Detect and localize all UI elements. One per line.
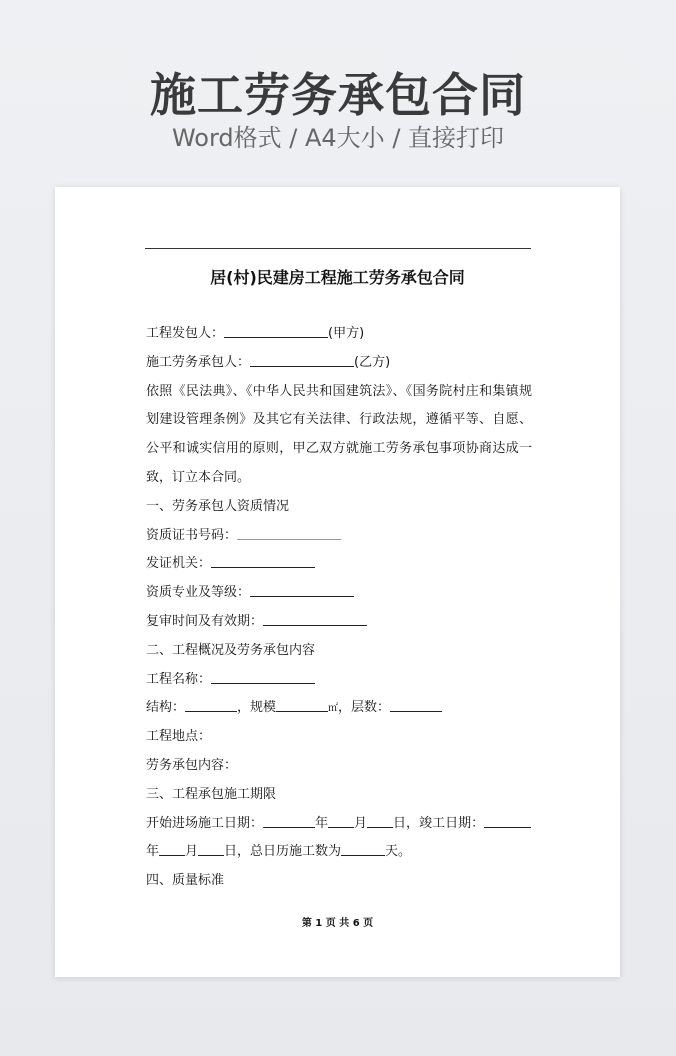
- scale-label: ，规模: [237, 700, 277, 716]
- contractor-blank: [250, 352, 354, 367]
- total-days-label: 日，总日历施工数为: [224, 844, 342, 860]
- document-page: [55, 187, 620, 977]
- review-label: 复审时间及有效期：: [146, 613, 264, 629]
- scale-blank: [276, 697, 328, 712]
- preamble-paragraph: 依照《民法典》、《中华人民共和国建筑法》、《国务院村庄和集镇规划建设管理条例》及其它有关法律、行政法规，遵循平等、自愿、公平和诚实信用的原则，甲乙双方就施工劳务承包事项协商达成一致，订立本合同。: [146, 383, 532, 485]
- contractor-line: [146, 349, 532, 378]
- completion-day-blank: [198, 841, 224, 856]
- section2-heading: 二、工程概况及劳务承包内容: [146, 642, 316, 658]
- cert-no-blank: [237, 525, 341, 540]
- start-month-blank: [328, 813, 354, 828]
- structure-blank: [185, 697, 237, 712]
- grade-line: [146, 579, 532, 608]
- employer-label: 工程发包人：: [146, 326, 225, 341]
- document-title: 居(村)民建房工程施工劳务承包合同: [210, 268, 465, 287]
- review-line: [146, 608, 532, 637]
- section1-heading: 一、劳务承包人资质情况: [146, 498, 290, 514]
- header-rule: [145, 248, 531, 249]
- grade-label: 资质专业及等级：: [146, 585, 251, 601]
- contractor-label: 施工劳务承包人：: [146, 354, 251, 370]
- document-body: [146, 320, 532, 896]
- completion-month-blank: [159, 841, 185, 856]
- completion-year-label: 年: [146, 844, 160, 860]
- start-year-label: 年: [315, 815, 329, 831]
- issuer-blank: [211, 553, 315, 568]
- days-unit: 天。: [385, 844, 412, 860]
- start-label: 开始进场施工日期：: [146, 815, 264, 831]
- completion-year-blank: [484, 813, 531, 828]
- completion-label: 竣工日期：: [419, 815, 485, 831]
- total-days-blank: [341, 841, 385, 856]
- banner-title: 施工劳务承包合同: [150, 68, 526, 122]
- section3-heading: 三、工程承包施工期限: [146, 786, 277, 802]
- scope-line: 劳务承包内容：: [146, 757, 238, 773]
- grade-blank: [250, 582, 354, 597]
- issuer-line: [146, 550, 532, 579]
- contractor-suffix: (乙方): [354, 354, 391, 370]
- banner-subtitle: Word格式 / A4大小 / 直接打印: [171, 124, 505, 152]
- start-day-blank: [367, 813, 393, 828]
- issuer-label: 发证机关：: [146, 556, 212, 572]
- start-month-label: 月: [354, 815, 368, 831]
- site-line: 工程地点：: [146, 729, 212, 745]
- area-unit: ㎡: [328, 703, 339, 715]
- project-name-line: [146, 666, 532, 695]
- review-blank: [263, 611, 367, 626]
- cert-no-label: 资质证书号码：: [146, 527, 238, 543]
- floors-label: ，层数：: [338, 700, 391, 716]
- cert-no-line: [146, 522, 532, 551]
- project-name-blank: [211, 669, 315, 684]
- start-year-blank: [263, 813, 315, 828]
- employer-line: [146, 320, 532, 349]
- structure-label: 结构：: [146, 700, 186, 716]
- project-name-label: 工程名称：: [146, 671, 212, 687]
- section4-heading: 四、质量标准: [146, 873, 225, 889]
- floors-blank: [390, 697, 442, 712]
- completion-month-label: 月: [185, 844, 199, 860]
- employer-blank: [224, 323, 328, 338]
- start-day-label: 日，: [393, 815, 420, 831]
- page-footer: 第 1 页 共 6 页: [301, 918, 374, 929]
- employer-suffix: (甲方): [328, 326, 365, 341]
- start-date-line: [146, 810, 532, 839]
- structure-line: [146, 694, 532, 723]
- completion-date-line: [146, 838, 532, 867]
